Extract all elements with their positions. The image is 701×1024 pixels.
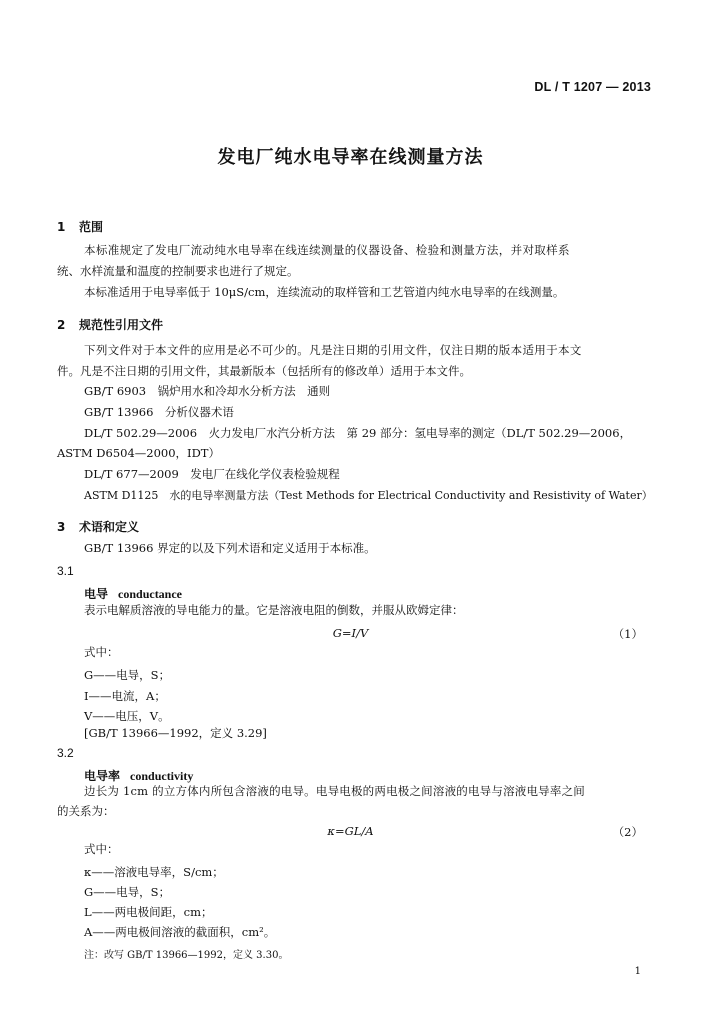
document-code-header: DL / T 1207 — 2013	[534, 80, 651, 94]
paragraph: GB/T 13966 界定的以及下列术语和定义适用于本标准。	[84, 541, 376, 555]
subsection-3-2-number: 3.2	[57, 746, 74, 760]
definition-text: 边长为 1cm 的立方体内所包含溶液的电导。电导电极的两电极之间溶液的电导与溶液电导率之间	[84, 784, 585, 798]
variable-definition: V——电压，V。	[84, 709, 170, 723]
paragraph: 下列文件对于本文件的应用是必不可少的。凡是注日期的引用文件，仅注日期的版本适用于本文	[84, 343, 582, 357]
where-label: 式中：	[84, 842, 119, 856]
term-english: conductivity	[130, 769, 194, 783]
variable-definition: I——电流，A；	[84, 689, 166, 703]
document-title: 发电厂纯水电导率在线测量方法	[217, 147, 484, 168]
variable-definition: L——两电极间距，cm；	[84, 905, 213, 919]
reference-item: DL/T 677—2009 发电厂在线化学仪表检验规程	[84, 467, 340, 481]
paragraph: 本标准规定了发电厂流动纯水电导率在线连续测量的仪器设备、检验和测量方法，并对取样系	[84, 243, 570, 257]
section-3-heading	[57, 518, 139, 535]
page-number: 1	[634, 966, 641, 977]
definition-text-continuation: 的关系为：	[57, 804, 115, 818]
formula-2: κ=GL/A	[327, 824, 374, 838]
reference-item-continuation: ASTM D6504—2000，IDT）	[57, 446, 220, 460]
term-english: conductance	[118, 587, 183, 601]
variable-definition: G——电导，S；	[84, 885, 171, 899]
section-title: 术语和定义	[79, 520, 140, 534]
section-2-heading	[57, 316, 163, 333]
reference-item: GB/T 6903 锅炉用水和冷却水分析方法 通则	[84, 384, 331, 398]
paragraph-continuation: 件。凡是不注日期的引用文件，其最新版本（包括所有的修改单）适用于本文件。	[57, 364, 471, 378]
definition-source: [GB/T 13966—1992，定义 3.29]	[84, 726, 267, 740]
note-text: 注：改写 GB/T 13966—1992，定义 3.30。	[84, 950, 289, 961]
variable-definition: G——电导，S；	[84, 668, 171, 682]
formula-1-number: （1）	[612, 627, 643, 641]
reference-item: DL/T 502.29—2006 火力发电厂水汽分析方法 第 29 部分：氢电导率的测定（DL/T 502.29—2006，	[84, 426, 632, 440]
where-label: 式中：	[84, 645, 119, 659]
formula-1: G=I/V	[332, 626, 369, 640]
variable-definition: κ——溶液电导率，S/cm；	[84, 865, 224, 879]
variable-definition: A——两电极间溶液的截面积，cm²。	[84, 925, 276, 939]
section-title: 规范性引用文件	[79, 318, 164, 332]
definition-text: 表示电解质溶液的导电能力的量。它是溶液电阻的倒数，并服从欧姆定律：	[84, 603, 464, 617]
paragraph: 本标准适用于电导率低于 10μS/cm，连续流动的取样管和工艺管道内纯水电导率的在线测量。	[84, 285, 565, 299]
section-title: 范围	[79, 220, 104, 234]
term-chinese: 电导率	[84, 769, 121, 783]
section-1-heading	[57, 218, 103, 235]
term-chinese: 电导	[84, 587, 109, 601]
section-number: 1	[57, 220, 66, 234]
section-number: 2	[57, 318, 66, 332]
subsection-3-1-number: 3.1	[57, 564, 74, 578]
reference-item: ASTM D1125 水的电导率测量方法（Test Methods for Electrical Conductivity and Resistivity of Water）	[84, 489, 653, 502]
paragraph-continuation: 统、水样流量和温度的控制要求也进行了规定。	[57, 264, 299, 278]
formula-2-number: （2）	[612, 825, 643, 839]
section-number: 3	[57, 520, 66, 534]
reference-item: GB/T 13966 分析仪器术语	[84, 405, 234, 419]
term-conductivity	[84, 767, 193, 784]
term-conductance	[84, 585, 182, 602]
